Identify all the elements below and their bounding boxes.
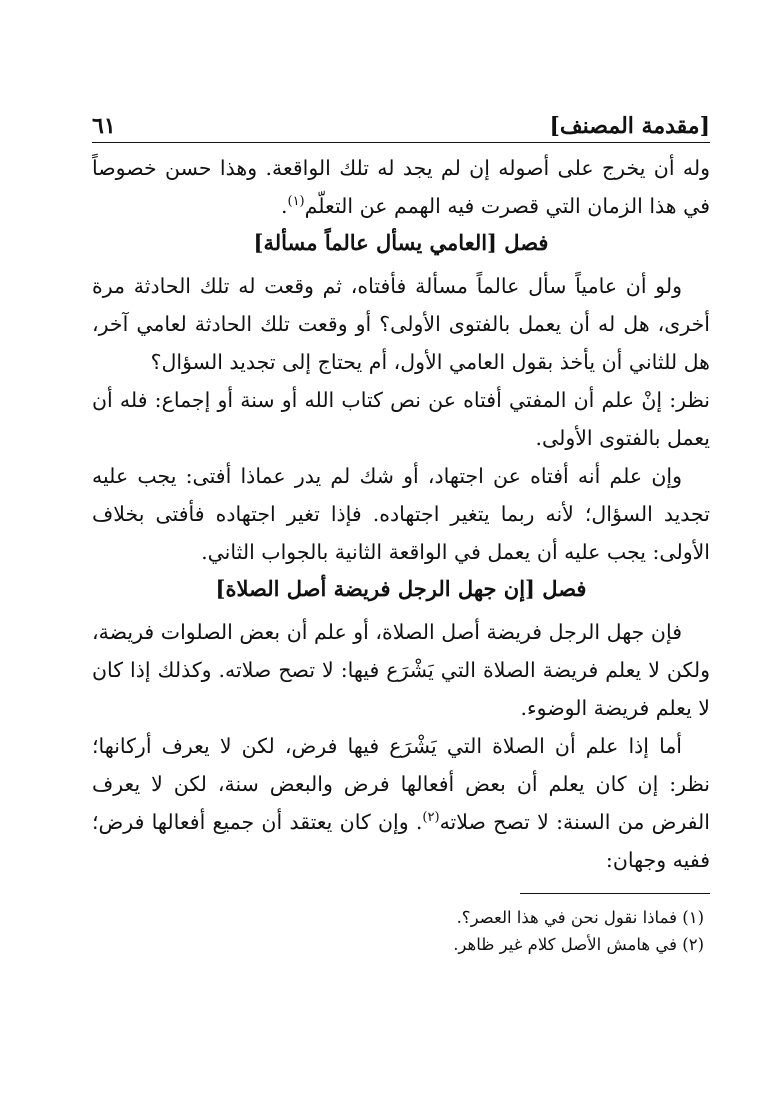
footnote-ref-1: (١) — [287, 194, 305, 210]
paragraph-3: نظر: إنْ علم أن المفتي أفتاه عن نص كتاب الله أو سنة أو إجماع: فله أن يعمل بالفتوى الأولى. — [92, 388, 710, 450]
footnote-1: (١) فماذا نقول نحن في هذا العصر؟. — [456, 908, 704, 927]
page-number: ٦١ — [92, 113, 116, 139]
paragraph-1-text: وله أن يخرج على أصوله إن لم يجد له تلك الواقعة. وهذا حسن خصوصاً في هذا الزمان التي قصرت فيه الهمم عن التعلّم — [92, 156, 710, 218]
paragraph-1 — [92, 149, 710, 225]
page — [92, 112, 710, 958]
paragraph-6-text: أما إذا علم أن الصلاة التي يَشْرَع فيها فرض، لكن لا يعرف أركانها؛ نظر: إن كان يعلم أن بعض أفعالها فرض والبعض سنة، لكن لا يعرف الفرض من السنة: لا تصح صلاته — [92, 734, 710, 834]
heading-2: فصل [إن جهل الرجل فريضة أصل الصلاة] — [215, 576, 587, 601]
footnote-2: (٢) في هامش الأصل كلام غير ظاهر. — [453, 935, 704, 954]
paragraph-5: فإن جهل الرجل فريضة أصل الصلاة، أو علم أن بعض الصلوات فريضة، ولكن لا يعلم فريضة الصلاة التي يَشْرَع فيها: لا تصح صلاته. وكذلك إذا كان لا يعلم فريضة الوضوء. — [92, 620, 710, 720]
heading-1: فصل [العامي يسأل عالماً مسألة] — [253, 230, 549, 255]
section-title: [مقدمة المصنف] — [549, 113, 710, 139]
paragraph-6-end: . وإن كان يعتقد أن جميع أفعالها فرض؛ ففيه وجهان: — [92, 810, 710, 872]
footnote-ref-2: (٢) — [422, 810, 440, 826]
page-header — [92, 112, 710, 143]
paragraph-6 — [92, 727, 710, 879]
paragraph-1-end: . — [280, 194, 288, 218]
footnote-separator — [520, 893, 710, 894]
paragraph-4: وإن علم أنه أفتاه عن اجتهاد، أو شك لم يدر عماذا أفتى: يجب عليه تجديد السؤال؛ لأنه ربما يتغير اجتهاده. فإذا تغير اجتهاده فأفتى بخلاف الأولى: يجب عليه أن يعمل في الواقعة الثانية بالجواب الثاني. — [92, 464, 710, 564]
paragraph-2: ولو أن عامياً سأل عالماً مسألة فأفتاه، ثم وقعت له تلك الحادثة مرة أخرى، هل له أن يعمل بالفتوى الأولى؟ أو وقعت تلك الحادثة لعامي آخر، هل للثاني أن يأخذ بقول العامي الأول، أم يحتاج إلى تجديد السؤال؟ — [92, 274, 710, 374]
